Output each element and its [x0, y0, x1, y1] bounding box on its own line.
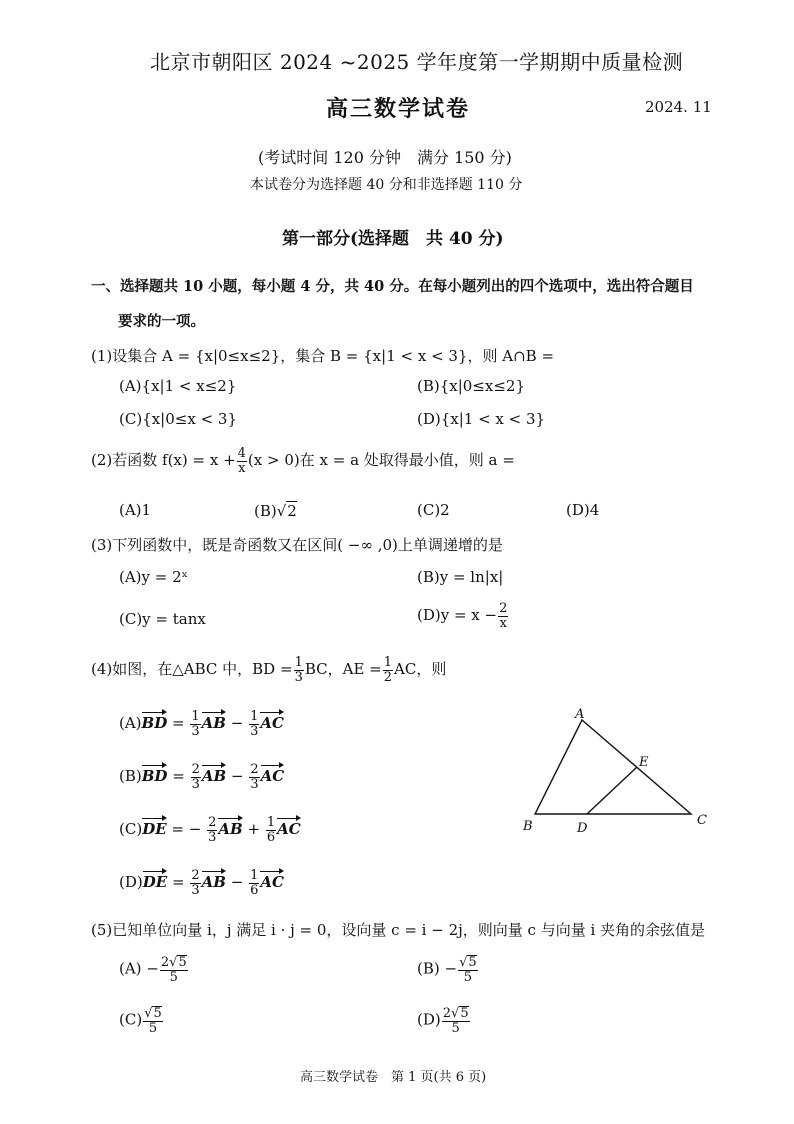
q5-d-den: 5: [451, 1020, 460, 1036]
q4-d-label: (D): [119, 873, 143, 892]
q5-option-b: [417, 955, 479, 984]
q4-option-d: [119, 869, 284, 897]
q2-fraction: [237, 447, 247, 475]
q4-c-frac2: [266, 816, 276, 844]
exam-date: 2024. 11: [645, 98, 712, 116]
label-c: C: [697, 813, 707, 828]
q5-b-num: √5: [459, 955, 477, 970]
q4-a-f2n: 1: [250, 709, 259, 724]
q4-a-f1d: 3: [191, 723, 200, 739]
q4-d-f1n: 2: [191, 868, 200, 883]
q4-f2-num: 1: [383, 655, 393, 670]
q2-option-a: (A)1: [119, 501, 152, 519]
part1-heading: 第一部分(选择题 共 40 分): [282, 229, 504, 249]
q4-d-op: −: [230, 873, 244, 892]
q5-stem: (5)已知单位向量 i，j 满足 i · j = 0，设向量 c = i − 2j，则向量 c 与向量 i 夹角的余弦值是: [91, 921, 706, 939]
q2-stem: [91, 447, 515, 475]
q3-option-d-frac: [498, 602, 508, 630]
q4-b-label: (B): [119, 767, 142, 786]
q4-stem-frac1: [294, 656, 304, 684]
q4-b-frac1: [191, 763, 201, 791]
q5-option-a: [119, 955, 189, 984]
q4-c-v2: AC: [277, 820, 301, 839]
q3-option-d: [417, 602, 509, 630]
exam-info: (考试时间 120 分钟 满分 150 分): [258, 148, 512, 167]
q4-f1-num: 1: [294, 655, 303, 670]
q4-c-f2n: 1: [266, 815, 276, 830]
q5-option-d: [417, 1006, 471, 1035]
q5-b-label: (B) −: [417, 959, 458, 978]
q5-c-num: √5: [144, 1006, 162, 1021]
label-b: B: [523, 819, 533, 834]
q5-d-coef: 2: [442, 1006, 452, 1021]
instruction-line1: 一、选择题共 10 小题，每小题 4 分，共 40 分。在每小题列出的四个选项中，选出符合题目: [91, 278, 694, 295]
q4-a-vec: BD: [141, 714, 168, 733]
q2-option-b-radicand: 2: [287, 502, 297, 520]
q4-stem-mid: BC，AE =: [304, 660, 382, 679]
instruction-line2: 要求的一项。: [118, 313, 205, 330]
q5-b-den: 5: [463, 969, 472, 985]
q4-d-v2: AC: [260, 873, 284, 892]
q4-a-frac1: [190, 710, 200, 738]
q4-a-f2d: 3: [250, 723, 259, 739]
q2-frac-den: x: [238, 460, 246, 476]
q4-b-vec: BD: [141, 767, 168, 786]
q5-d-label: (D): [417, 1010, 441, 1029]
q2-stem-post: (x > 0)在 x = a 处取得最小值，则 a =: [247, 451, 515, 470]
page-footer: 高三数学试卷 第 1 页(共 6 页): [300, 1070, 487, 1085]
q4-b-f2d: 3: [250, 776, 259, 792]
q5-b-rad: 5: [468, 955, 477, 970]
q4-d-frac1: [190, 869, 200, 897]
q4-stem: [91, 656, 446, 684]
q4-c-eq: = −: [171, 820, 202, 839]
q1-option-a: (A){x|1 < x≤2}: [119, 377, 237, 395]
q4-b-f1n: 2: [191, 762, 200, 777]
q4-b-op: −: [230, 767, 244, 786]
q3-d-den: x: [499, 615, 507, 631]
q4-b-v1: AB: [201, 767, 227, 786]
q4-c-frac1: [207, 816, 217, 844]
q4-option-a: [119, 710, 284, 738]
q4-b-v2: AC: [260, 767, 285, 786]
q4-c-f1d: 3: [208, 829, 217, 845]
q4-c-label: (C): [119, 820, 143, 839]
q5-a-num: 2√5: [160, 955, 187, 970]
q3-option-a: (A)y = 2ˣ: [119, 568, 189, 586]
q4-d-f2n: 1: [250, 868, 259, 883]
q4-stem-pre: (4)如图，在△ABC 中，BD =: [91, 660, 293, 679]
q4-a-op: −: [230, 714, 244, 733]
q4-c-f1n: 2: [208, 815, 217, 830]
q5-d-frac: [442, 1006, 470, 1035]
q5-a-coef: 2: [160, 955, 170, 970]
q2-frac-num: 4: [237, 446, 246, 461]
q4-a-label: (A): [119, 714, 142, 733]
q4-option-c: [119, 816, 301, 844]
label-d: D: [577, 821, 588, 836]
q5-a-rad: 5: [178, 955, 187, 970]
q1-stem: (1)设集合 A = {x|0≤x≤2}，集合 B = {x|1 < x < 3}，则 A∩B =: [91, 347, 555, 365]
q4-f2-den: 2: [383, 669, 393, 685]
q3-option-b: (B)y = ln|x|: [417, 568, 504, 586]
q4-c-vec: DE: [142, 820, 167, 839]
q4-c-v1: AB: [218, 820, 243, 839]
q4-b-f2n: 2: [250, 762, 259, 777]
q4-d-f2d: 6: [250, 882, 259, 898]
q5-a-den: 5: [169, 969, 178, 985]
q2-stem-pre: (2)若函数 f(x) = x +: [91, 451, 236, 470]
q4-c-f2d: 6: [266, 829, 276, 845]
label-a: A: [575, 707, 585, 722]
q4-c-op: +: [247, 820, 261, 839]
q5-c-label: (C): [119, 1010, 143, 1029]
q4-b-eq: =: [172, 767, 185, 786]
paper-subtitle: 高三数学试卷: [326, 96, 471, 122]
q2-option-d: (D)4: [566, 501, 600, 519]
q5-c-den: 5: [148, 1020, 158, 1036]
q4-d-vec: DE: [142, 873, 168, 892]
q4-b-f1d: 3: [191, 776, 200, 792]
segment-de: [587, 767, 637, 814]
q5-b-frac: [458, 955, 478, 984]
q1-option-d: (D){x|1 < x < 3}: [417, 410, 546, 428]
label-e: E: [639, 755, 649, 770]
q4-d-v1: AB: [201, 873, 226, 892]
q4-a-v2: AC: [260, 714, 284, 733]
q5-a-label: (A) −: [119, 959, 159, 978]
exam-title: 北京市朝阳区 2024 ~2025 学年度第一学期期中质量检测: [150, 50, 684, 74]
q5-d-rad: 5: [460, 1006, 469, 1021]
q4-a-frac2: [249, 710, 259, 738]
q3-option-d-pre: (D)y = x −: [417, 606, 498, 625]
q4-d-eq: =: [171, 873, 185, 892]
q4-a-v1: AB: [201, 714, 226, 733]
q4-option-b: [119, 763, 284, 791]
q5-c-frac: [143, 1006, 163, 1035]
triangle-abc: [535, 720, 691, 814]
q2-option-b-label: (B): [254, 502, 277, 520]
q3-option-c: (C)y = tanx: [119, 610, 206, 628]
q4-stem-frac2: [383, 656, 393, 684]
q4-a-eq: =: [172, 714, 185, 733]
q4-f1-den: 3: [294, 669, 303, 685]
q5-a-frac: [160, 955, 188, 984]
score-split: 本试卷分为选择题 40 分和非选择题 110 分: [250, 177, 523, 193]
q4-d-f1d: 3: [191, 882, 200, 898]
triangle-figure: [515, 700, 715, 840]
q3-d-num: 2: [499, 601, 508, 616]
q4-d-frac2: [249, 869, 259, 897]
q5-d-num: 2√5: [442, 1006, 469, 1021]
q4-b-frac2: [249, 763, 259, 791]
q4-stem-post: AC，则: [394, 660, 447, 679]
q4-a-f1n: 1: [191, 709, 200, 724]
q5-c-rad: 5: [153, 1006, 162, 1021]
q1-option-b: (B){x|0≤x≤2}: [417, 377, 526, 395]
q2-option-b: (B)√2: [254, 502, 297, 520]
q2-option-c: (C)2: [417, 501, 450, 519]
q3-stem: (3)下列函数中，既是奇函数又在区间( −∞ ,0)上单调递增的是: [91, 536, 503, 554]
q1-option-c: (C){x|0≤x < 3}: [119, 410, 238, 428]
q5-option-c: [119, 1006, 164, 1035]
